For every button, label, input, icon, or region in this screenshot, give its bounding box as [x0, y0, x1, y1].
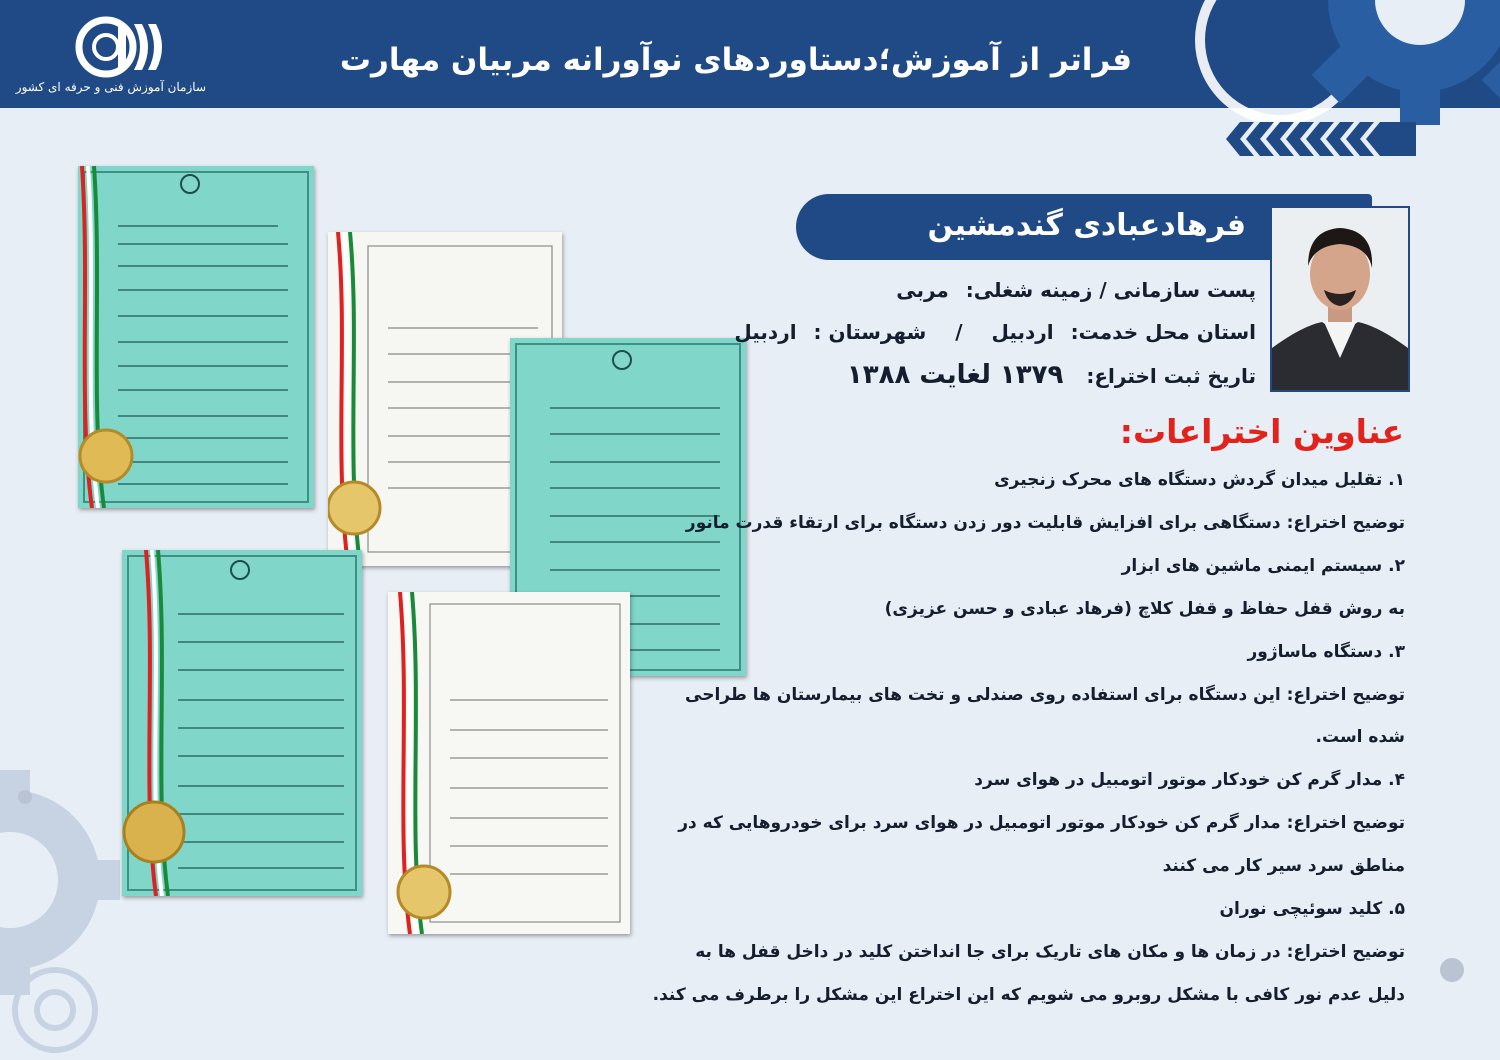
gold-seal-icon	[124, 802, 184, 862]
org-logo	[15, 14, 206, 104]
org-caption: سازمان آموزش فنی و حرفه ای کشور	[15, 80, 206, 94]
patent-certificate-4	[122, 550, 362, 896]
invention-line: توضیح اختراع: در زمان ها و مکان های تاریک برای جا انداختن کلید در داخل قفل ها به	[695, 942, 1405, 962]
person-photo	[1270, 206, 1410, 392]
person-name: فرهادعبادی گندمشین	[927, 208, 1246, 243]
position-label: پست سازمانی / زمینه شغلی:	[965, 278, 1256, 302]
patent-date-label: تاریخ ثبت اختراع:	[1086, 364, 1256, 388]
patent-certificate-1	[78, 166, 314, 508]
invention-line: توضیح اختراع: دستگاهی برای افزایش قابلیت دور زدن دستگاه برای ارتقاء قدرت مانور	[685, 513, 1405, 533]
invention-line: توضیح اختراع: این دستگاه برای استفاده روی صندلی و تخت های بیمارستان ها طراحی	[685, 685, 1405, 705]
separator: /	[955, 320, 963, 344]
invention-line: ۴. مدار گرم کن خودکار موتور اتومبیل در هوای سرد	[974, 770, 1405, 790]
location-row	[734, 320, 1256, 344]
invention-line: ۵. کلید سوئیچی نوران	[1219, 899, 1405, 919]
invention-line: مناطق سرد سیر کار می کنند	[1162, 856, 1405, 876]
gold-seal-icon	[80, 430, 132, 482]
city-label: شهرستان :	[813, 320, 927, 344]
gold-seal-icon	[398, 866, 450, 918]
invention-line: ۲. سیستم ایمنی ماشین های ابزار	[1121, 556, 1405, 576]
invention-line: به روش قفل حفاظ و قفل کلاچ (فرهاد عبادی و حسن عزیزی)	[884, 599, 1405, 619]
province-label: استان محل خدمت:	[1070, 320, 1256, 344]
invention-line: دلیل عدم نور کافی با مشکل روبرو می شویم که این اختراع این مشکل را برطرف می کند.	[652, 985, 1405, 1005]
gold-seal-icon	[328, 482, 380, 534]
decorative-dot	[1440, 958, 1464, 982]
invention-line: ۳. دستگاه ماساژور	[1247, 642, 1405, 662]
patent-date-row	[847, 360, 1256, 390]
chevron-arrows-icon	[1226, 122, 1416, 156]
province-value: اردبیل	[991, 320, 1054, 344]
patent-certificate-5	[388, 592, 630, 934]
patent-date-value: ۱۳۷۹ لغایت ۱۳۸۸	[846, 360, 1064, 390]
invention-line: توضیح اختراع: مدار گرم کن خودکار موتور اتومبیل در هوای سرد برای خودروهایی که در	[678, 813, 1405, 833]
position-value: مربی	[896, 278, 949, 302]
org-logo-icon	[56, 14, 206, 80]
inventions-heading: عناوین اختراعات:	[1119, 412, 1404, 451]
invention-line: شده است.	[1315, 727, 1405, 747]
invention-line: ۱. تقلیل میدان گردش دستگاه های محرک زنجیری	[994, 470, 1405, 490]
city-value: اردبیل	[734, 320, 797, 344]
decorative-dot	[18, 790, 32, 804]
position-row	[896, 278, 1256, 302]
page-title: فراتر از آموزش؛دستاوردهای نوآورانه مربیان مهارت	[339, 42, 1132, 78]
